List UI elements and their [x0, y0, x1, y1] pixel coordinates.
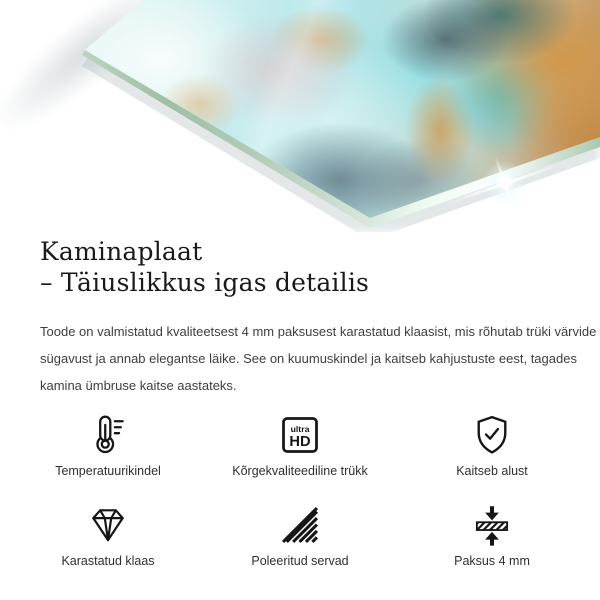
features-grid [12, 411, 588, 569]
svg-text:ultra: ultra [290, 423, 310, 434]
thickness-icon [470, 501, 514, 547]
feature-label: Kõrgekvaliteediline trükk [232, 464, 368, 478]
product-description [40, 318, 597, 399]
title-line-1: Kaminaplaat [40, 237, 203, 266]
description-line: sügavust ja annab elegantse läike. See on kuumuskindel ja kaitseb kahjustuste eest, tagades [40, 351, 577, 366]
description-line: kamina ümbruse kaitse aastateks. [40, 378, 237, 393]
feature-item-print-quality [204, 411, 396, 479]
feature-label: Karastatud klaas [61, 554, 155, 568]
feature-item-temperature [12, 411, 204, 479]
feature-label: Paksus 4 mm [454, 554, 530, 568]
ultra-hd-icon [278, 411, 322, 457]
polished-edges-icon [278, 501, 322, 547]
svg-text:HD: HD [289, 434, 311, 450]
feature-item-tempered-glass [12, 501, 204, 569]
feature-item-thickness [396, 501, 588, 569]
title-line-2: – Täiuslikkus igas detailis [40, 268, 370, 297]
feature-item-protects-base [396, 411, 588, 479]
product-hero-image [0, 0, 600, 232]
feature-label: Temperatuurikindel [55, 464, 161, 478]
shield-check-icon [470, 411, 514, 457]
description-line: Toode on valmistatud kvaliteetsest 4 mm paksusest karastatud klaasist, mis rõhutab trüki värvide [40, 324, 597, 339]
feature-label: Poleeritud servad [251, 554, 349, 568]
diamond-icon [86, 501, 130, 547]
thermometer-icon [86, 411, 130, 457]
page-title [40, 236, 560, 298]
feature-item-polished-edges [204, 501, 396, 569]
feature-label: Kaitseb alust [456, 464, 528, 478]
